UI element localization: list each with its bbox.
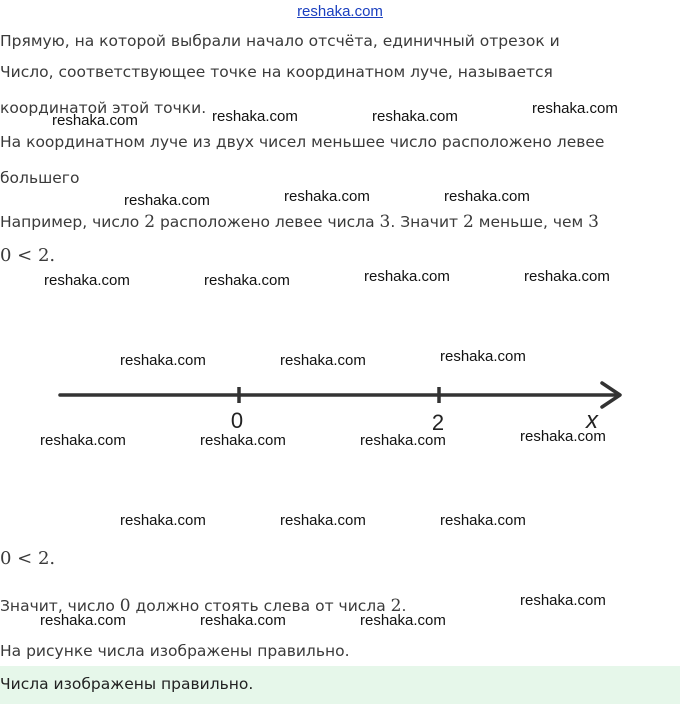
watermark: reshaka.com	[204, 272, 290, 289]
watermark: reshaka.com	[200, 612, 286, 629]
example-part: меньше, чем	[473, 213, 589, 231]
watermark: reshaka.com	[444, 188, 530, 205]
watermark: reshaka.com	[52, 112, 138, 129]
answer-text: Числа изображены правильно.	[0, 675, 254, 693]
watermark: reshaka.com	[284, 188, 370, 205]
watermark: reshaka.com	[280, 352, 366, 369]
watermark: reshaka.com	[520, 428, 606, 445]
site-header-link[interactable]: reshaka.com	[297, 3, 383, 20]
watermark: reshaka.com	[40, 612, 126, 629]
tick-label-2: 2	[431, 410, 445, 435]
watermark: reshaka.com	[124, 192, 210, 209]
conclusion-part: Значит, число	[0, 597, 120, 615]
watermark: reshaka.com	[120, 512, 206, 529]
watermark: reshaka.com	[40, 432, 126, 449]
text-line-3: координатой этой точки.	[0, 99, 207, 117]
text-line-1: Прямую, на которой выбрали начало отсчёта, единичный отрезок и	[0, 32, 560, 50]
example-part: . Значит	[390, 213, 463, 231]
example-part: расположено левее числа	[155, 213, 380, 231]
watermark: reshaka.com	[212, 108, 298, 125]
axis-label-x: x	[586, 407, 598, 434]
conclusion-number: 2	[390, 596, 402, 616]
example-part: Например, число	[0, 213, 145, 231]
watermark: reshaka.com	[44, 272, 130, 289]
watermark: reshaka.com	[360, 612, 446, 629]
watermark: reshaka.com	[524, 268, 610, 285]
watermark: reshaka.com	[520, 592, 606, 609]
conclusion-number: 0	[119, 596, 131, 616]
text-line-2: Число, соответствующее точке на координатном луче, называется	[0, 63, 553, 81]
example-number: 2	[144, 212, 156, 232]
watermark: reshaka.com	[532, 100, 618, 117]
example-sentence	[0, 212, 599, 232]
example-number: 2	[463, 212, 474, 232]
watermark: reshaka.com	[120, 352, 206, 369]
conclusion-part: .	[401, 597, 407, 615]
text-line-5: большего	[0, 169, 80, 187]
example-number: 3	[379, 212, 391, 232]
example-number: 3	[588, 212, 599, 232]
text-line-8: На рисунке числа изображены правильно.	[0, 642, 350, 660]
watermark: reshaka.com	[364, 268, 450, 285]
watermark: reshaka.com	[372, 108, 458, 125]
watermark: reshaka.com	[360, 432, 446, 449]
text-line-4: На координатном луче из двух чисел меньшее число расположено левее	[0, 133, 605, 151]
watermark: reshaka.com	[440, 512, 526, 529]
tick-label-0: 0	[230, 408, 244, 433]
answer-box	[0, 666, 680, 704]
watermark: reshaka.com	[440, 348, 526, 365]
conclusion-part: должно стоять слева от числа	[130, 597, 391, 615]
inequality-1: 0 < 2.	[0, 245, 56, 266]
watermark: reshaka.com	[200, 432, 286, 449]
inequality-2: 0 < 2.	[0, 548, 56, 569]
watermark: reshaka.com	[280, 512, 366, 529]
